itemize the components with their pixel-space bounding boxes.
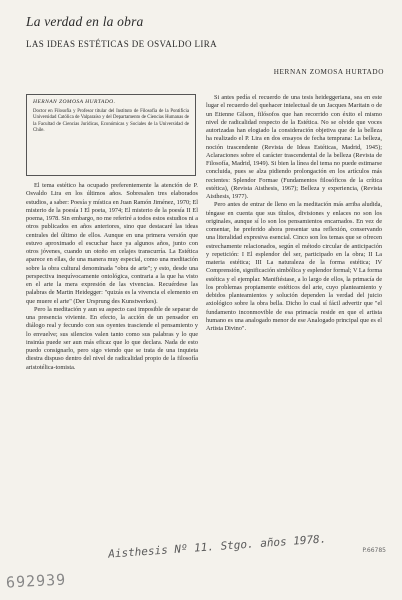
- handwritten-citation: Aisthesis Nº 11. Stgo. años 1978.: [107, 532, 327, 561]
- paragraph: Pero antes de entrar de lleno en la meditación más arriba aludida, téngase en cuenta que sus títulos, divisiones y enlaces no son los originales, aunque sí lo son los pensamientos encarnados. En vez de comentar, he preferido ahora presentar una reflexión, conservando una literalidad expresiva esencial. Cinco son los temas que se ofrecen estrechamente relacionados, según el método circular de anticipación y repetición: I El esplendor del ser, participado en la obra; II La materia estética; III La naturaleza de la forma estética; IV Comprensión, significación simbólica y esplendor formal; V La forma estética y el ejemplar. Manifiéstase, a lo largo de ellos, la primacía de los problemas propiamente estéticos del arte, cuyo planteamiento y debidos planteamientos y solución dependen la verdad del juicio axiológico sobre la obra bella. Dicho lo cual sí fácil advertir que "el fundamento inconmovible de esa primacía reside en que el artista humano es una analogado menor de ese Analogado principal que es el Artista Divino".: [206, 201, 382, 332]
- author-bio-box: [26, 94, 196, 176]
- stamp-number: 692939: [5, 570, 67, 592]
- right-column: [206, 94, 382, 333]
- left-column: [26, 182, 198, 372]
- reference-code: P.66785: [362, 547, 386, 554]
- paragraph: Si antes pedía el recuerdo de una tesis heideggeriana, sea en este lugar el recuerdo del quehacer intelectual de un Jacques Maritain o de un Etienne Gilson, filósofos que han recorrido con éxito el mismo nivel de radicalidad respecto de la Estética. No se olvide que voces autorizadas han elogiado la consideración objetiva que de la belleza ha realizado el P. Lira en dos ensayos de fecha temprana: La belleza, noción trascendente (Revista de Ideas Estéticas, Madrid, 1945); Aclaraciones sobre el carácter trascendental de la belleza (Revista de Filosofía, Madrid, 1949). Si bien la línea del tema no puede estimarse concluida, pues se alza pidiendo prolongación en los artículos más recientes: Splendor Formae (Fundamentos filosóficos de la crítica estética), (Revista Aisthesis, 1967); Belleza y experiencia, (Revista Aisthesis, 1977).: [206, 94, 382, 200]
- paragraph: El tema estético ha ocupado preferentemente la atención de P. Osvaldo Lira en los últimos años. Sobresalen tres elaborados estudios, a saber: Poesía y mística en Juan Ramón Jiménez, 1970; El misterio de la poesía I El poeta, 1974; El misterio de la poesía II El poema, 1978. Sin embargo, no me referiré a todos estos estudios ni a otros publicados en años anteriores, sino que destacaré las ideas centrales del último de ellos. Aunque en una primera versión que estuvo aproximado el escuchar hace ya algunos años, junto con otros jóvenes, cuando un otoño en celajes transcurría. La Estética aparece en ellas, de una manera muy especial, como una meditación sobre la obra cultural denominada "obra de arte"; y esto, desde una perspectiva inequívocamente ontológica, contraria a la que ha visto en el arte la mera expresión de las vivencias. Recuérdese las palabras de Martin Heidegger: "quizás es la vivencia el elemento en que muere el arte" (Der Ursprung des Kunstwerkes).: [26, 182, 198, 305]
- article-author: HERNAN ZOMOSA HURTADO: [273, 68, 384, 76]
- paragraph: Pero la meditación y aun su aspecto casi imposible de separar de una presencia viviente. En efecto, la acción de un pensador en diálogo real y fecundo con sus oyentes trasciende el pensamiento y lo envuelve; sus silencios valen tanto como sus palabras y lo que insinúa puede ser aun más eficaz que lo que declara. Nada de esto puedo consignarlo, pero sigo viendo que se trata de una inquieta diestra dispuso dentro del nivel de radicalidad propio de la filosofía aristotélica-tomista.: [26, 305, 198, 371]
- bio-author-name: HERNAN ZOMOSA HURTADO.: [33, 99, 116, 105]
- article-title: La verdad en la obra: [26, 14, 144, 29]
- article-subtitle: LAS IDEAS ESTÉTICAS DE OSVALDO LIRA: [26, 39, 218, 49]
- bio-text: Doctor en Filosofía y Profesor titular del Instituto de Filosofía de la Pontificia Universidad Católica de Valparaíso y del Departamento de Ciencias Humanas de la Facultad de Ciencias Jurídicas, Económicas y Sociales de la Universidad de Chile.: [33, 109, 189, 133]
